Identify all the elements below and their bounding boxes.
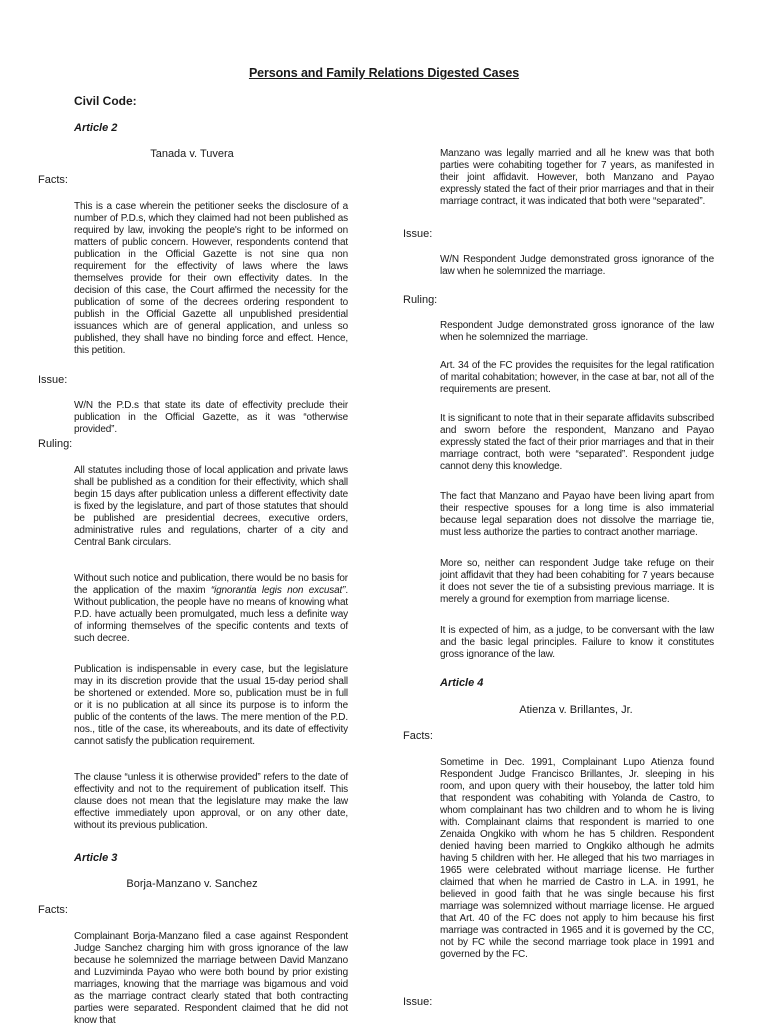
issue-heading: Issue: — [403, 996, 433, 1008]
issue-heading: Issue: — [403, 228, 433, 240]
facts-heading: Facts: — [403, 730, 433, 742]
ruling-heading: Ruling: — [38, 438, 73, 450]
facts-paragraph: Sometime in Dec. 1991, Complainant Lupo Atienza found Respondent Judge Francisco Brillantes, Jr. sleeping in his room, and upon query with their houseboy, the latter told him that respondent was cohabiting with Yolanda de Castro, to whom complainant has two children and to whom he is living with. Complainant claims that respondent is married to one Zenaida Ongkiko with whom he has 5 children. Respondent denied having been married to Ongkiko although he admits having 5 children with her. He alleged that his two marriages in 1965 were celebrated without marriage license. He further claimed that when he married de Castro in L.A. in 1991, he believed in good faith that he was single because his first marriage was solemnized without marriage license. He argued that Art. 40 of the FC does not apply to him because his first marriage was contracted in 1965 and it is governed by the CC, not by FC while the second marriage took place in 1991 and governed by the FC. — [440, 757, 714, 960]
facts-heading: Facts: — [38, 174, 68, 186]
document-title: Persons and Family Relations Digested Cases — [248, 66, 520, 80]
facts-paragraph: This is a case wherein the petitioner seeks the disclosure of a number of P.D.s, which they claimed had not been published as required by law, invoking the people's right to be informed on matters of public concern. However, respondents contend that publication in the Official Gazette is not sine qua non requirement for the effectivity of laws where the laws themselves provide for their own effectivity dates. In the decision of this case, the Court affirmed the necessity for the publication of some of the decrees ordering respondent to publish in the Official Gazette all unpublished presidential issuances which are of general application, and unless so published, they shall have no binding force and effect. Hence, this petition. — [74, 201, 348, 356]
ruling-paragraph-4: The fact that Manzano and Payao have been living apart from their respective spouses for a long time is also immaterial because legal separation does not dissolve the marriage tie, must less authorize the parties to contract another marriage. — [440, 491, 714, 538]
case-title-borja-manzano: Borja-Manzano v. Sanchez — [126, 878, 258, 890]
ruling-paragraph-2: Art. 34 of the FC provides the requisites for the legal ratification of marital cohabitation; however, in the case at bar, not all of the requirements are present. — [440, 360, 714, 395]
facts-paragraph: Complainant Borja-Manzano filed a case against Respondent Judge Sanchez charging him with gross ignorance of the law because he solemnized the marriage between David Manzano and Luzviminda Payao who were both bound by prior existing marriages, knowing that the marriage was bigamous and void as the marriage contract clearly stated that both contracting parties were separated. Respondent claimed that he did not know that — [74, 931, 348, 1026]
ruling-text: . Without publication, the people have no means of knowing what P.D. have actually been promulgated, much less a definite way of informing themselves of the specific contents and texts of such decree. — [74, 585, 348, 644]
ruling-text: Without such notice and publication, there would be no basis for the application of the maxim — [74, 573, 348, 596]
legal-maxim: “ignorantia legis non excusat” — [210, 585, 346, 596]
ruling-paragraph-2 — [74, 573, 348, 645]
ruling-paragraph-1: Respondent Judge demonstrated gross ignorance of the law when he solemnized the marriage. — [440, 320, 714, 343]
ruling-paragraph-5: More so, neither can respondent Judge take refuge on their joint affidavit that they had been cohabiting for 7 years because it does not sever the tie of a subsisting previous marriage. It is merely a ground for exemption from marriage license. — [440, 558, 714, 605]
article-3-label: Article 3 — [74, 852, 118, 864]
issue-paragraph: W/N the P.D.s that state its date of effectivity preclude their publication in the Official Gazette, as it was “otherwise provided”. — [74, 400, 348, 435]
ruling-paragraph-4: The clause “unless it is otherwise provided” refers to the date of effectivity and not to the requirement of publication itself. This clause does not mean that the legislature may make the law effective immediately upon approval, or on any other date, without its previous publication. — [74, 772, 348, 831]
ruling-heading: Ruling: — [403, 294, 438, 306]
issue-heading: Issue: — [38, 374, 68, 386]
ruling-paragraph-6: It is expected of him, as a judge, to be conversant with the law and the basic legal principles. Failure to know it constitutes gross ignorance of the law. — [440, 625, 714, 660]
ruling-paragraph-1: All statutes including those of local application and private laws shall be published as a condition for their effectivity, which shall begin 15 days after publication unless a different effectivity date is fixed by the legislature, and part of those statutes that should be published are presidential decrees, executive orders, administrative rules and regulations, charter of a city and Central Bank circulars. — [74, 465, 348, 548]
ruling-paragraph-3: It is significant to note that in their separate affidavits subscribed and sworn before the respondent, Manzano and Payao expressly stated the fact of their prior marriages and that in their marriage contract, both were “separated”. Respondent judge cannot deny this knowledge. — [440, 413, 714, 472]
article-2-label: Article 2 — [74, 122, 118, 134]
section-label: Civil Code: — [74, 94, 137, 108]
case-title-tanada: Tanada v. Tuvera — [150, 148, 234, 160]
issue-paragraph: W/N Respondent Judge demonstrated gross ignorance of the law when he solemnized the marriage. — [440, 254, 714, 277]
article-4-label: Article 4 — [440, 677, 484, 689]
facts-heading: Facts: — [38, 904, 68, 916]
facts-continued-paragraph: Manzano was legally married and all he knew was that both parties were cohabiting together for 7 years, as manifested in their joint affidavit. However, both Manzano and Payao expressly stated the fact of their prior marriages and that in their marriage contract, it was indicated that both were “separated”. — [440, 148, 714, 207]
case-title-atienza: Atienza v. Brillantes, Jr. — [519, 704, 633, 716]
ruling-paragraph-3: Publication is indispensable in every case, but the legislature may in its discretion provide that the usual 15-day period shall be shortened or extended. More so, publication must be in full or it is no publication at all since its purpose is to inform the public of the contents of the laws. The mere mention of the P.D. nos., title of the case, its whereabouts, and its date of effectivity cannot satisfy the publication requirement. — [74, 664, 348, 747]
